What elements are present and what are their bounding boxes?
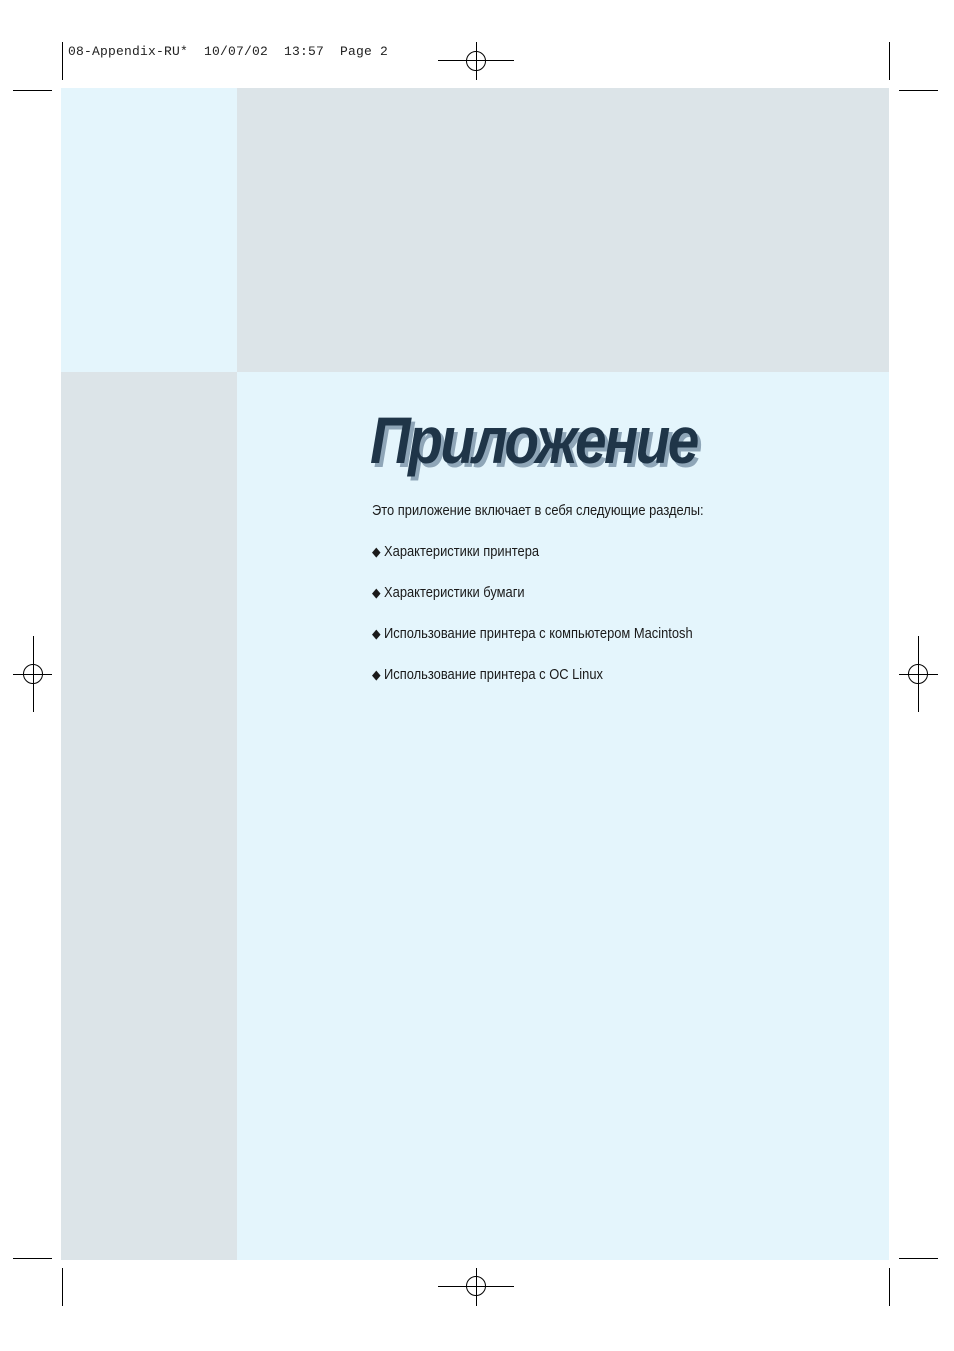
crop-mark — [62, 1268, 63, 1306]
panel-bottom-left — [61, 372, 237, 1260]
list-item — [372, 543, 539, 560]
list-item-label: Использование принтера с ОС Linux — [384, 666, 603, 683]
crop-mark — [13, 90, 52, 91]
list-item — [372, 625, 693, 642]
list-item — [372, 666, 603, 683]
diamond-icon: ◆ — [372, 544, 381, 559]
list-item-label: Характеристики принтера — [384, 543, 540, 560]
registration-mark-icon — [466, 1276, 486, 1296]
panel-top-left — [61, 88, 237, 372]
list-item-label: Характеристики бумаги — [384, 584, 525, 601]
diamond-icon: ◆ — [372, 585, 381, 600]
list-item-label: Использование принтера с компьютером Macintosh — [384, 625, 693, 642]
page-title: Приложение — [370, 403, 697, 477]
registration-mark-icon — [23, 664, 43, 684]
panel-top-right — [237, 88, 889, 372]
diamond-icon: ◆ — [372, 667, 381, 682]
registration-mark-icon — [908, 664, 928, 684]
crop-mark — [889, 1268, 890, 1306]
crop-mark — [13, 1258, 52, 1259]
slug-line: 08-Appendix-RU* 10/07/02 13:57 Page 2 — [68, 44, 389, 59]
intro-text: Это приложение включает в себя следующие разделы: — [372, 502, 704, 519]
crop-mark — [62, 42, 63, 80]
registration-mark-icon — [466, 51, 486, 71]
crop-mark — [889, 42, 890, 80]
crop-mark — [899, 1258, 938, 1259]
diamond-icon: ◆ — [372, 626, 381, 641]
crop-mark — [899, 90, 938, 91]
list-item — [372, 584, 525, 601]
